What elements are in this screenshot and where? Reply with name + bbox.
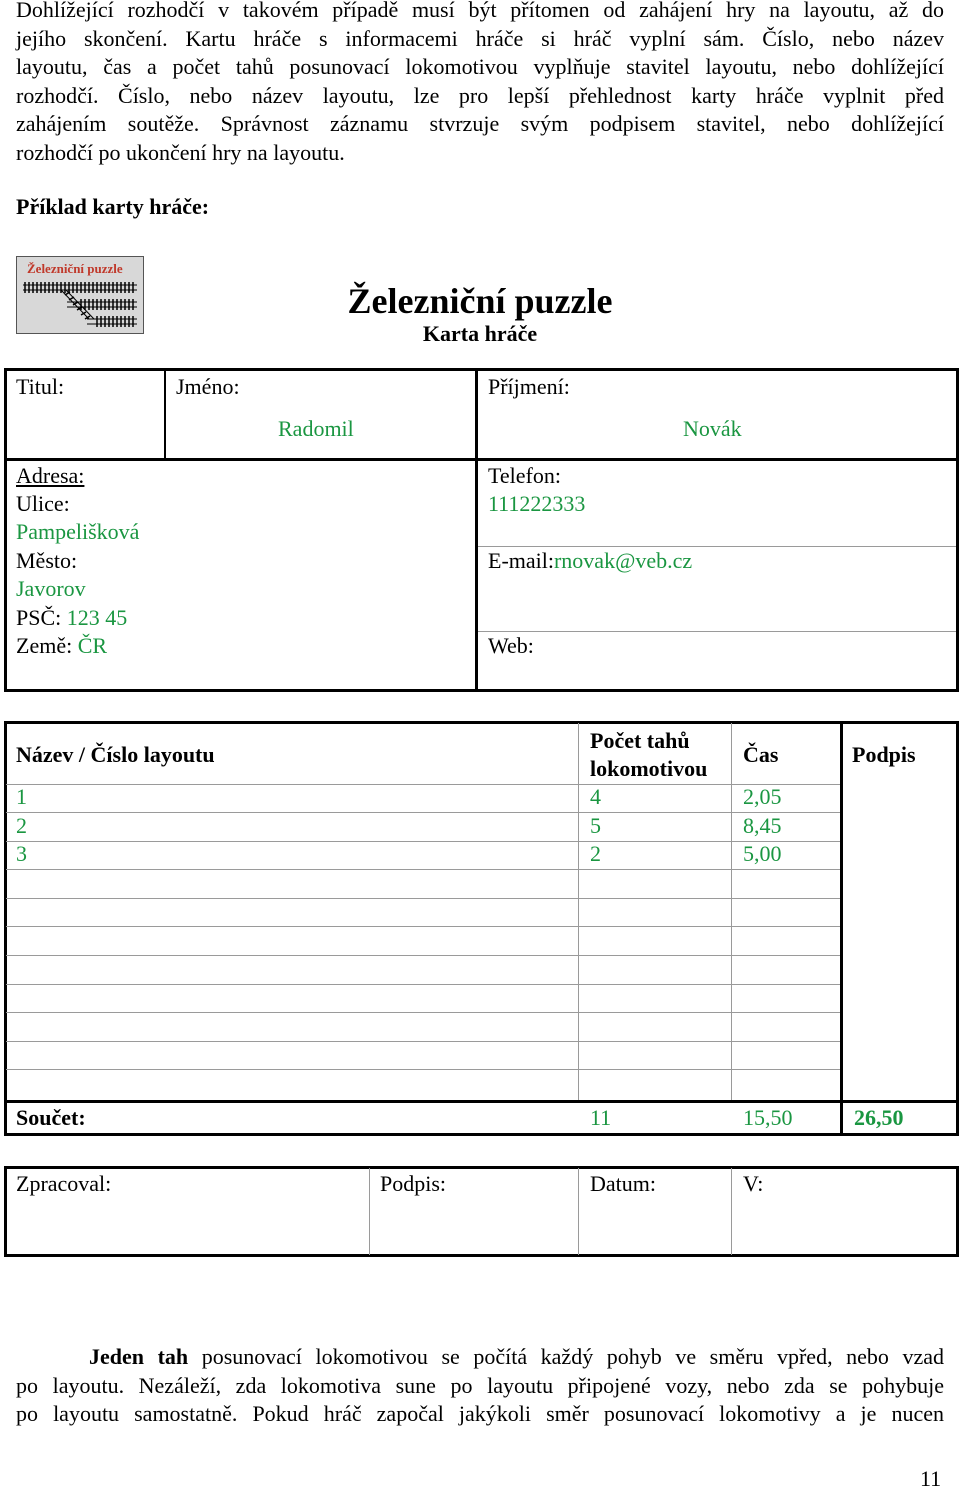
row-moves: 2 xyxy=(590,841,601,866)
divider xyxy=(475,370,478,690)
row-moves: 5 xyxy=(590,813,601,838)
divider xyxy=(478,631,956,632)
outro-line1-rest: posunovací lokomotivou se počítá každý pohyb ve směru vpřed, nebo vzad xyxy=(188,1344,944,1369)
divider xyxy=(6,841,840,842)
header-moves-line2: lokomotivou xyxy=(590,756,708,781)
row-time: 5,00 xyxy=(743,841,782,866)
header-time: Čas xyxy=(743,742,779,767)
zeme-row xyxy=(16,632,107,660)
divider xyxy=(6,1012,840,1013)
jmeno-label: Jméno: xyxy=(176,374,240,399)
sum-time: 15,50 xyxy=(743,1105,793,1130)
divider xyxy=(6,869,840,870)
row-time: 8,45 xyxy=(743,813,782,838)
datum-label: Datum: xyxy=(590,1171,656,1196)
divider xyxy=(6,926,840,927)
row-layout: 2 xyxy=(16,813,27,838)
email-value: rnovak@veb.cz xyxy=(553,548,693,573)
intro-line: layoutu, čas a počet tahů posunovací lokomotivou vyplňuje stavitel layoutu, nebo dohlížející xyxy=(16,54,944,80)
divider xyxy=(6,984,840,985)
player-info-table xyxy=(4,368,959,692)
divider xyxy=(578,1168,579,1255)
header-layout: Název / Číslo layoutu xyxy=(16,742,215,767)
intro-line: zahájením soutěže. Správnost záznamu stvrzuje svým podpisem stavitel, nebo dohlížející xyxy=(16,111,944,137)
podpis-label: Podpis: xyxy=(380,1171,447,1196)
row-layout: 3 xyxy=(16,841,27,866)
outro-bold-start: Jeden tah xyxy=(89,1344,189,1369)
sum-total: 26,50 xyxy=(854,1105,904,1130)
logo-title: Železniční puzzle xyxy=(27,261,123,276)
intro-line: jejího skončení. Kartu hráče s informacemi hráče si hráč vyplní sám. Číslo, nebo název xyxy=(16,25,944,51)
prijmeni-label: Příjmení: xyxy=(488,374,570,399)
divider xyxy=(6,458,956,461)
zeme-label: Země: xyxy=(16,633,73,658)
outro-line xyxy=(16,1343,944,1372)
divider xyxy=(6,898,840,899)
sum-label: Součet: xyxy=(16,1105,86,1130)
telefon-value: 111222333 xyxy=(488,491,586,516)
divider xyxy=(6,1041,840,1042)
psc-row xyxy=(16,604,127,632)
email-row xyxy=(488,547,692,575)
sum-moves: 11 xyxy=(590,1105,612,1130)
outro-line: po layoutu samostatně. Pokud hráč započal jakýkoli směr posunovací lokomotivy a je nucen xyxy=(16,1401,944,1427)
divider xyxy=(6,955,840,956)
card-title: Železniční puzzle xyxy=(347,281,613,321)
card-subtitle: Karta hráče xyxy=(422,321,538,346)
intro-line: Dohlížející rozhodčí v takovém případě musí být přítomen od zahájení hry na layoutu, až do xyxy=(16,0,944,22)
divider xyxy=(731,723,732,1103)
ulice-label: Ulice: xyxy=(16,491,70,516)
mesto-label: Město: xyxy=(16,548,78,573)
jmeno-value: Radomil xyxy=(278,416,354,441)
intro-paragraph xyxy=(16,0,944,168)
row-moves: 4 xyxy=(590,784,601,809)
header-moves-line1: Počet tahů xyxy=(590,728,690,753)
outro-line: po layoutu. Nezáleží, zda lokomotiva sune po layoutu připojené vozy, nebo zda se pohybuje xyxy=(16,1372,944,1398)
zeme-value: ČR xyxy=(77,633,108,658)
divider xyxy=(840,723,843,1134)
ulice-value: Pampelišková xyxy=(16,519,140,544)
outro-paragraph xyxy=(16,1343,944,1429)
approval-table xyxy=(4,1166,959,1257)
v-label: V: xyxy=(743,1171,764,1196)
web-label: Web: xyxy=(488,633,534,658)
divider xyxy=(6,812,840,813)
intro-line: rozhodčí. Číslo, nebo název layoutu, lze pro lepší přehlednost karty hráče vyplnit před xyxy=(16,82,944,108)
zpracoval-label: Zpracoval: xyxy=(16,1171,112,1196)
divider xyxy=(6,1100,957,1103)
divider xyxy=(369,1168,370,1255)
psc-value: 123 45 xyxy=(66,605,128,630)
prijmeni-value: Novák xyxy=(683,416,742,441)
row-time: 2,05 xyxy=(743,784,782,809)
divider xyxy=(731,1168,732,1255)
page-number: 11 xyxy=(920,1466,942,1491)
header-signature: Podpis xyxy=(852,742,916,767)
telefon-label: Telefon: xyxy=(488,463,561,488)
psc-label: PSČ: xyxy=(16,605,62,630)
intro-line: rozhodčí po ukončení hry na layoutu. xyxy=(16,139,345,165)
divider xyxy=(6,784,840,785)
divider xyxy=(164,370,166,458)
row-layout: 1 xyxy=(16,784,27,809)
mesto-value: Javorov xyxy=(16,576,86,601)
divider xyxy=(578,723,579,1103)
adresa-label: Adresa: xyxy=(16,463,85,488)
divider xyxy=(6,1069,840,1070)
titul-label: Titul: xyxy=(16,374,65,399)
email-label: E-mail: xyxy=(488,548,554,573)
example-heading: Příklad karty hráče: xyxy=(16,194,210,219)
